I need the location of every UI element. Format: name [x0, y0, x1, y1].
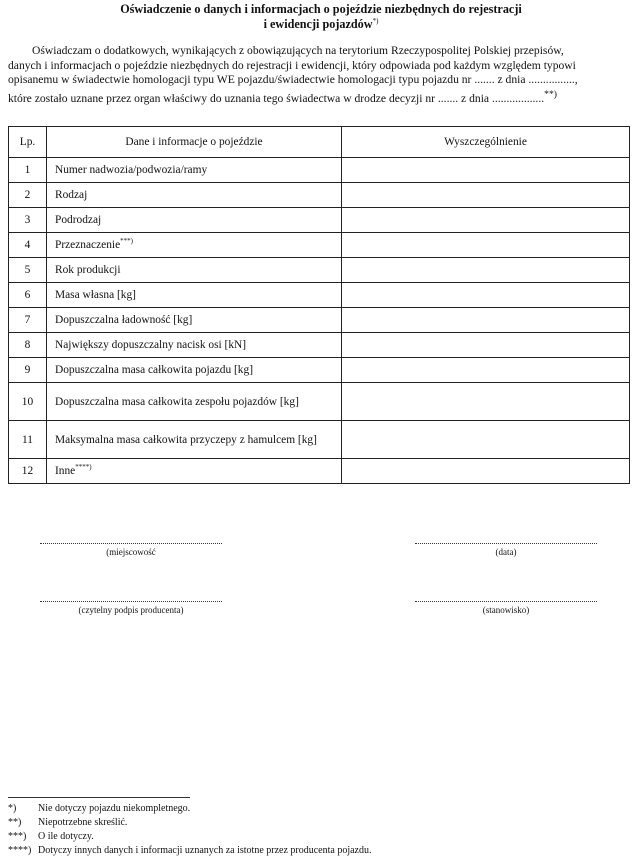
intro-line-4: [8, 88, 630, 106]
row-footnote-mark: ***): [120, 237, 133, 246]
table-row: [9, 158, 630, 183]
row-number: 9: [9, 358, 47, 383]
intro-paragraph: [8, 44, 630, 106]
row-label: Masa własna [kg]: [55, 289, 136, 301]
row-label: Maksymalna masa całkowita przyczepy z hamulcem [kg]: [55, 433, 317, 446]
table-row: [9, 258, 630, 283]
date-label: (data): [495, 547, 517, 557]
row-label-cell: [47, 283, 342, 308]
row-value-field[interactable]: [342, 459, 630, 484]
intro-line-1: Oświadczam o dodatkowych, wynikających z obowiązujących na terytorium Rzeczypospolitej Polskiej przepisów,: [32, 44, 564, 57]
row-number: 5: [9, 258, 47, 283]
row-label-cell: [47, 308, 342, 333]
row-label: Rodzaj: [55, 189, 88, 201]
title-line-1: Oświadczenie o danych i informacjach o pojeździe niezbędnych do rejestracji: [120, 2, 522, 16]
vehicle-data-table: [8, 126, 630, 484]
row-value-field[interactable]: [342, 308, 630, 333]
row-label-cell: [47, 158, 342, 183]
row-number: 10: [9, 383, 47, 421]
row-number: 12: [9, 459, 47, 484]
row-label-cell: [47, 233, 342, 258]
position-label: (stanowisko): [482, 605, 530, 615]
table-row: [9, 333, 630, 358]
row-label: Największy dopuszczalny nacisk osi [kN]: [55, 339, 247, 351]
header-data: Dane i informacje o pojeździe: [47, 127, 342, 158]
footnote-1-mark: *): [8, 803, 17, 814]
intro-footnote-mark: **): [544, 88, 558, 100]
table-row: [9, 358, 630, 383]
place-signature: [40, 543, 222, 557]
row-label-cell: [47, 421, 342, 459]
table-row: [9, 208, 630, 233]
row-number: 3: [9, 208, 47, 233]
footnote-3-mark: ***): [8, 831, 27, 842]
row-value-field[interactable]: [342, 183, 630, 208]
row-label: Dopuszczalna ładowność [kg]: [55, 314, 193, 326]
table-row: [9, 308, 630, 333]
intro-line-3: opisanemu w świadectwie homologacji typu WE pojazdu/świadectwie homologacji typu pojazdu nr ....... z dnia ................,: [8, 73, 578, 86]
date-dotted-line[interactable]: [415, 543, 597, 544]
place-dotted-line[interactable]: [40, 543, 222, 544]
row-value-field[interactable]: [342, 358, 630, 383]
row-number: 7: [9, 308, 47, 333]
row-label-cell: [47, 258, 342, 283]
footnote-2-text: Niepotrzebne skreślić.: [38, 817, 128, 828]
row-value-field[interactable]: [342, 158, 630, 183]
row-number: 8: [9, 333, 47, 358]
header-specification: Wyszczególnienie: [342, 127, 630, 158]
row-value-field[interactable]: [342, 233, 630, 258]
row-label: Dopuszczalna masa całkowita zespołu pojazdów [kg]: [55, 395, 299, 408]
row-number: 4: [9, 233, 47, 258]
footnote-3-text: O ile dotyczy.: [38, 831, 94, 842]
row-value-field[interactable]: [342, 421, 630, 459]
footnote-separator: [8, 797, 190, 798]
row-label-cell: [47, 183, 342, 208]
position-signature: [415, 601, 597, 615]
row-label: Numer nadwozia/podwozia/ramy: [55, 164, 208, 176]
title-line-2: [60, 17, 582, 32]
row-value-field[interactable]: [342, 208, 630, 233]
row-value-field[interactable]: [342, 283, 630, 308]
table-row: [9, 383, 630, 421]
row-number: 11: [9, 421, 47, 459]
table-row: [9, 459, 630, 484]
row-number: 1: [9, 158, 47, 183]
intro-line-2: danych i informacjach o pojeździe niezbędnych do rejestracji i ewidencji, który odpowiada pod każdym względem typowi: [8, 58, 576, 72]
row-value-field[interactable]: [342, 383, 630, 421]
row-number: 6: [9, 283, 47, 308]
table-row: [9, 283, 630, 308]
title-line-2-text: i ewidencji pojazdów: [263, 17, 373, 31]
row-label: Przeznaczenie: [55, 239, 121, 251]
date-signature: [415, 543, 597, 557]
row-label-cell: [47, 358, 342, 383]
footnote-4-text: Dotyczy innych danych i informacji uznanych za istotne przez producenta pojazdu.: [38, 845, 372, 856]
footnote-2-mark: **): [8, 817, 22, 828]
row-label-cell: [47, 459, 342, 484]
row-label-cell: [47, 208, 342, 233]
row-label: Inne: [55, 465, 76, 477]
row-label-cell: [47, 333, 342, 358]
table-row: [9, 233, 630, 258]
row-number: 2: [9, 183, 47, 208]
title-footnote-mark: *): [372, 16, 379, 25]
table-row: [9, 183, 630, 208]
form-title: [60, 2, 582, 32]
producer-label: (czytelny podpis producenta): [78, 605, 184, 615]
row-label: Podrodzaj: [55, 214, 102, 226]
row-footnote-mark: ****): [75, 463, 92, 472]
place-label: (miejscowość: [106, 547, 156, 557]
header-lp: Lp.: [9, 127, 47, 158]
row-value-field[interactable]: [342, 258, 630, 283]
row-label: Dopuszczalna masa całkowita pojazdu [kg]: [55, 364, 253, 376]
table-header-row: [9, 127, 630, 158]
footnote-1-text: Nie dotyczy pojazdu niekompletnego.: [38, 803, 191, 814]
row-label-cell: [47, 383, 342, 421]
row-label: Rok produkcji: [55, 264, 121, 276]
position-dotted-line[interactable]: [415, 601, 597, 602]
producer-dotted-line[interactable]: [40, 601, 222, 602]
intro-line-4-text: które zostało uznane przez organ właściwy do uznania tego świadectwa w drodze decyzji nr ....... z dnia ..................: [8, 91, 545, 105]
footnote-4-mark: ****): [8, 845, 32, 856]
row-value-field[interactable]: [342, 333, 630, 358]
table-row: [9, 421, 630, 459]
producer-signature: [40, 601, 222, 615]
